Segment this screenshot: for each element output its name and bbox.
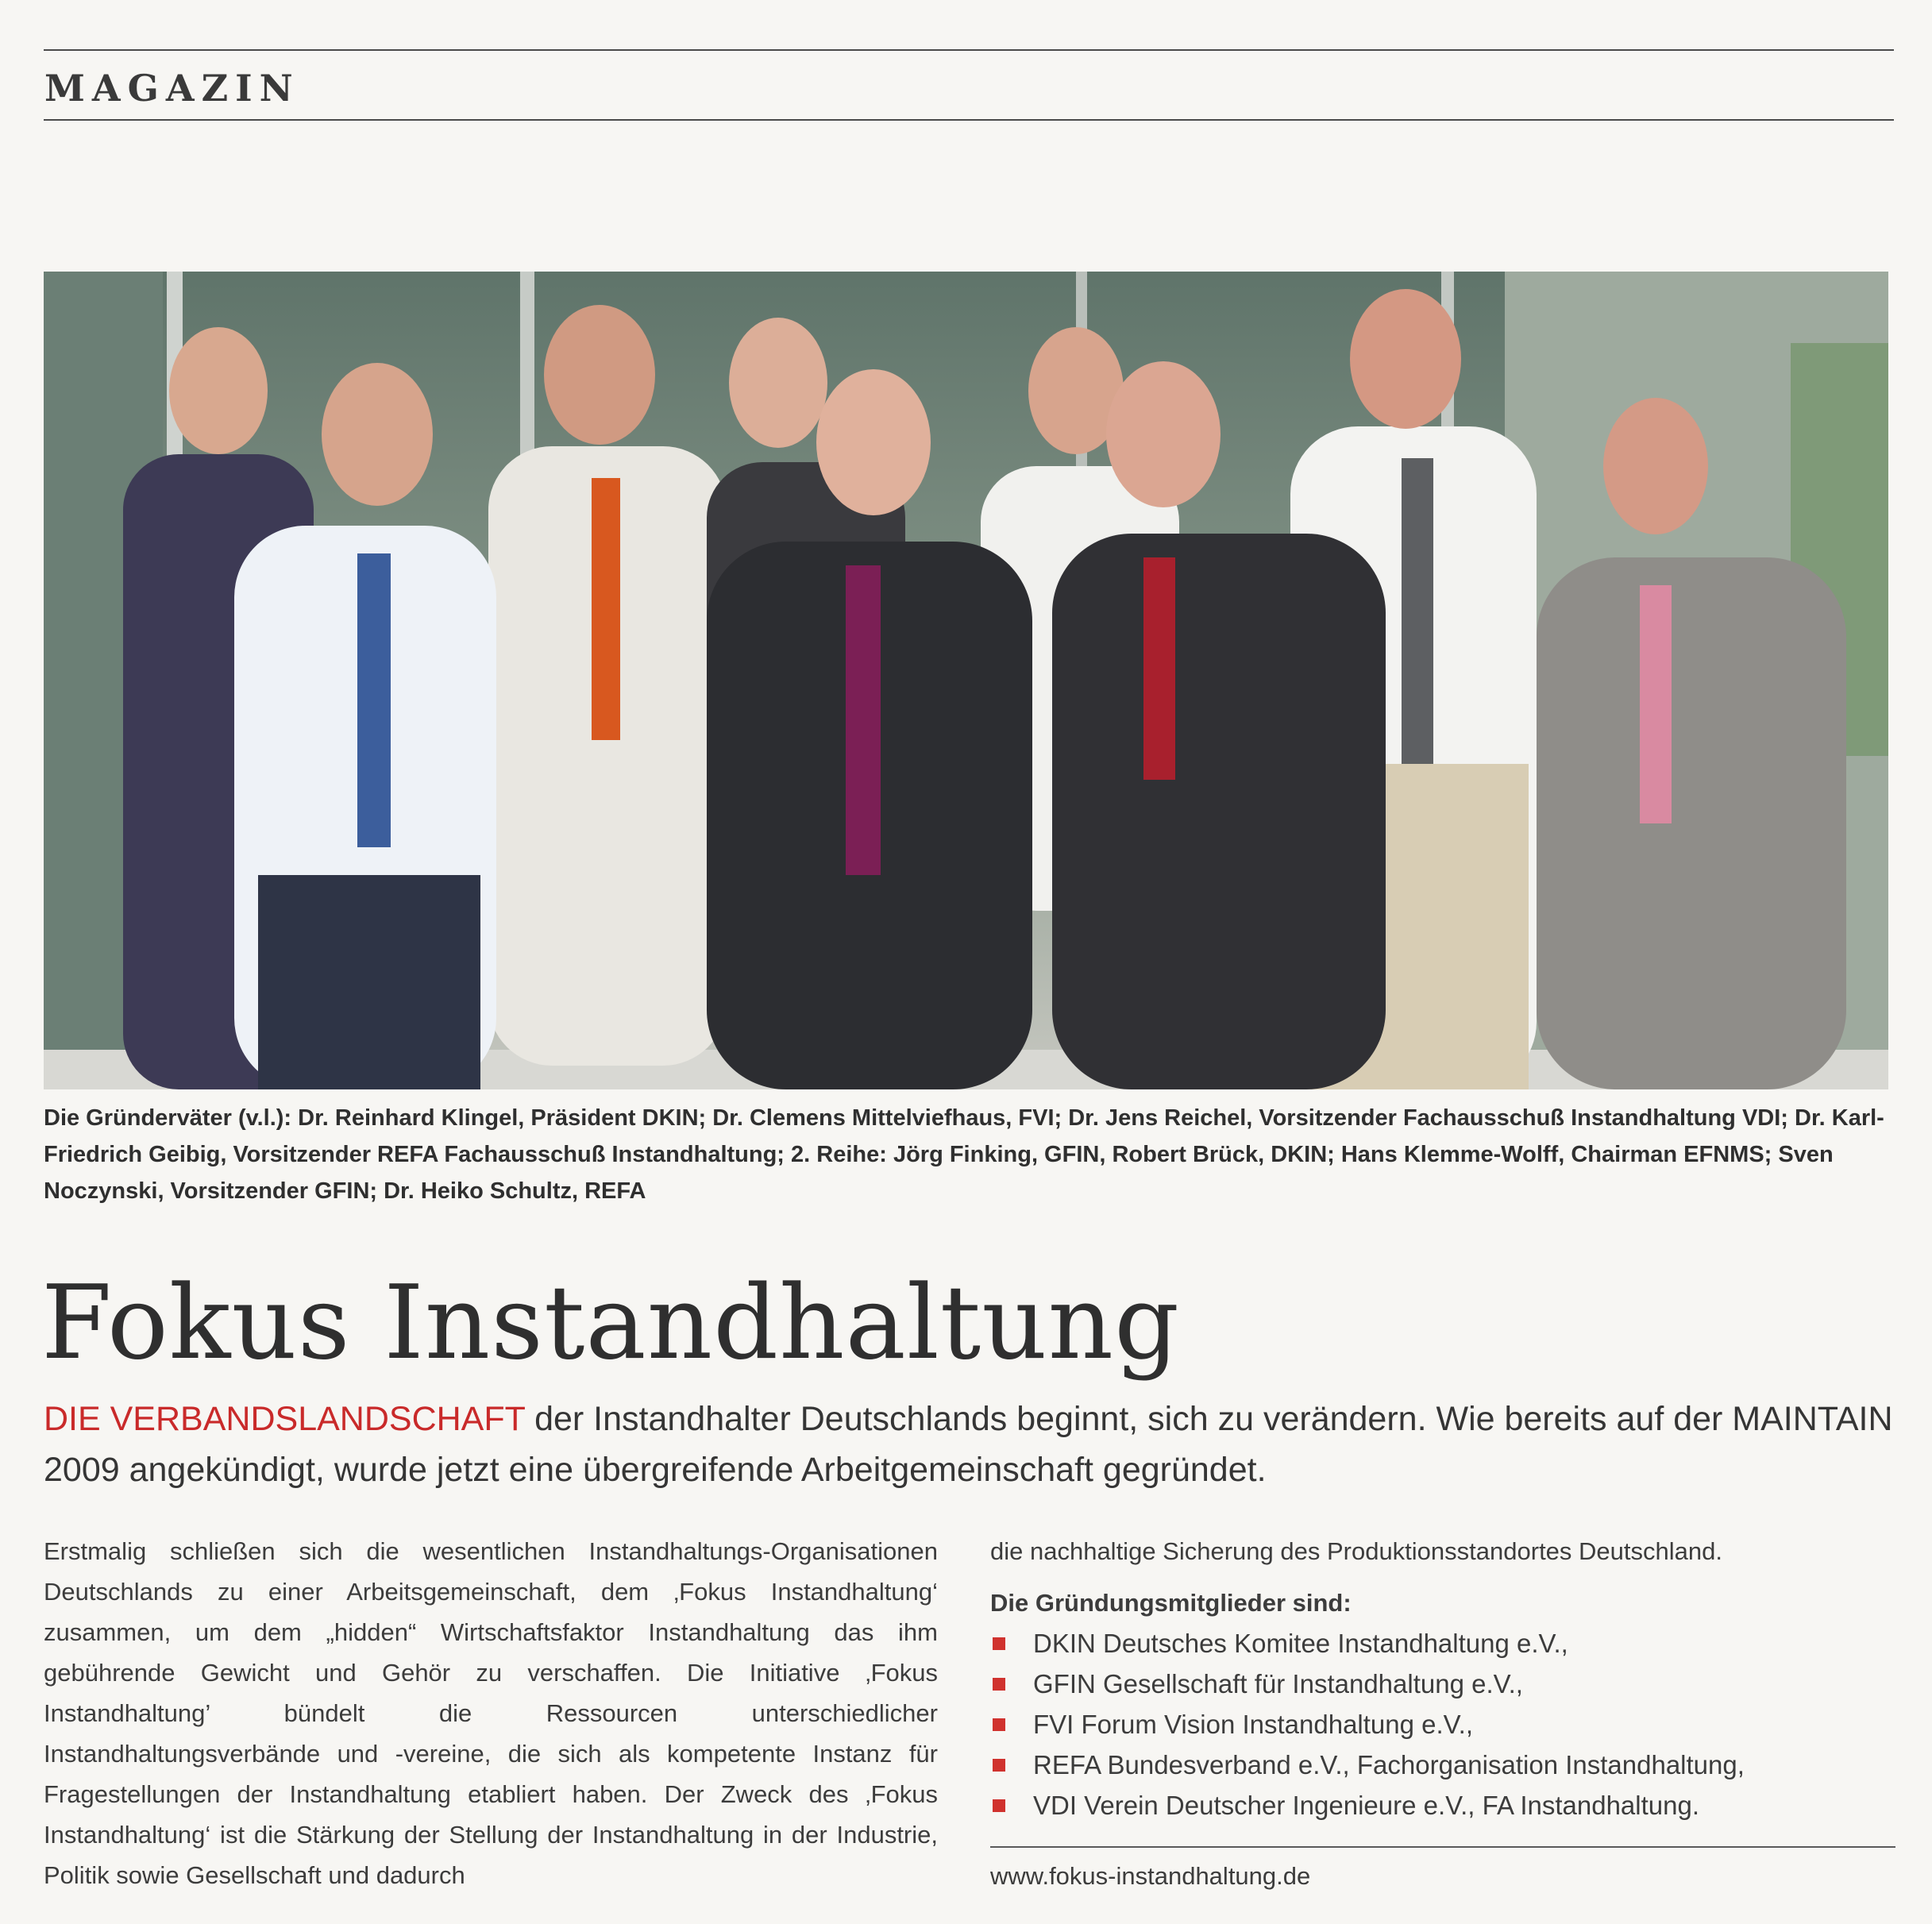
photo-caption: Die Gründerväter (v.l.): Dr. Reinhard Klingel, Präsident DKIN; Dr. Clemens Mittelviefhaus, FVI; Dr. Jens Reichel, Vorsitzender Fachausschuß Instandhaltung VDI; Dr. Karl-Friedrich Geibig, Vorsitzender REFA Fachausschuß Instandhaltung; 2. Reihe: Jörg Finking, GFIN, Robert Brück, DKIN; Hans Klemme-Wolff, Chairman EFNMS; Sven Noczynski, Vorsitzender GFIN; Dr. Heiko Schultz, REFA bbox=[44, 1105, 1884, 1204]
member-item: FVI Forum Vision Instandhaltung e.V., bbox=[990, 1704, 1895, 1745]
bullet-square-icon bbox=[993, 1637, 1005, 1650]
bullet-square-icon bbox=[993, 1678, 1005, 1691]
member-item: DKIN Deutsches Komitee Instandhaltung e.V., bbox=[990, 1623, 1895, 1664]
header-rule bbox=[44, 119, 1894, 121]
members-heading: Die Gründungsmitglieder sind: bbox=[990, 1589, 1352, 1617]
members-list bbox=[990, 1623, 1895, 1826]
url-rule bbox=[990, 1846, 1895, 1848]
member-item: VDI Verein Deutscher Ingenieure e.V., FA Instandhaltung. bbox=[990, 1785, 1895, 1826]
body-column-right bbox=[990, 1531, 1895, 1896]
lead-kicker: DIE VERBANDSLANDSCHAFT bbox=[44, 1400, 526, 1438]
article-headline: Fokus Instandhaltung bbox=[41, 1264, 1180, 1382]
bullet-square-icon bbox=[993, 1759, 1005, 1772]
body-column-left: Erstmalig schließen sich die wesentlichen Instandhaltungs-Organisationen Deutschlands zu einer Arbeitsgemeinschaft, dem ‚Fokus Instandhaltung‘ zusammen, um dem „hidden“ Wirtschaftsfaktor Instandhaltung das ihm gebührende Gewicht und Gehör zu verschaffen. Die Initiative ‚Fokus Instandhaltung’ bündelt die Ressourcen unterschiedlicher Instandhaltungsverbände und -vereine, die sich als kompetente Instanz für Fragestellungen der Instandhaltung etabliert haben. Der Zweck des ‚Fokus Instandhaltung‘ ist die Stärkung der Stellung der Instandhaltung in der Industrie, Politik sowie Gesellschaft und dadurch bbox=[44, 1537, 938, 1889]
body-continuation: die nachhaltige Sicherung des Produktionsstandortes Deutschland. bbox=[990, 1537, 1722, 1565]
member-item: REFA Bundesverband e.V., Fachorganisation Instandhaltung, bbox=[990, 1745, 1895, 1785]
member-item: GFIN Gesellschaft für Instandhaltung e.V., bbox=[990, 1664, 1895, 1704]
article-lead bbox=[44, 1394, 1894, 1495]
section-label: MAGAZIN bbox=[44, 67, 300, 110]
website-link[interactable]: www.fokus-instandhaltung.de bbox=[990, 1862, 1311, 1890]
bullet-square-icon bbox=[993, 1718, 1005, 1731]
lead-text: der Instandhalter Deutschlands beginnt, sich zu verändern. Wie bereits auf der MAINTAIN 2009 angekündigt, wurde jetzt eine übergreifende Arbeitgemeinschaft gegründet. bbox=[44, 1400, 1893, 1489]
group-photo-illustration bbox=[44, 272, 1888, 1089]
group-photo bbox=[44, 272, 1888, 1089]
bullet-square-icon bbox=[993, 1799, 1005, 1812]
top-rule bbox=[44, 49, 1894, 51]
